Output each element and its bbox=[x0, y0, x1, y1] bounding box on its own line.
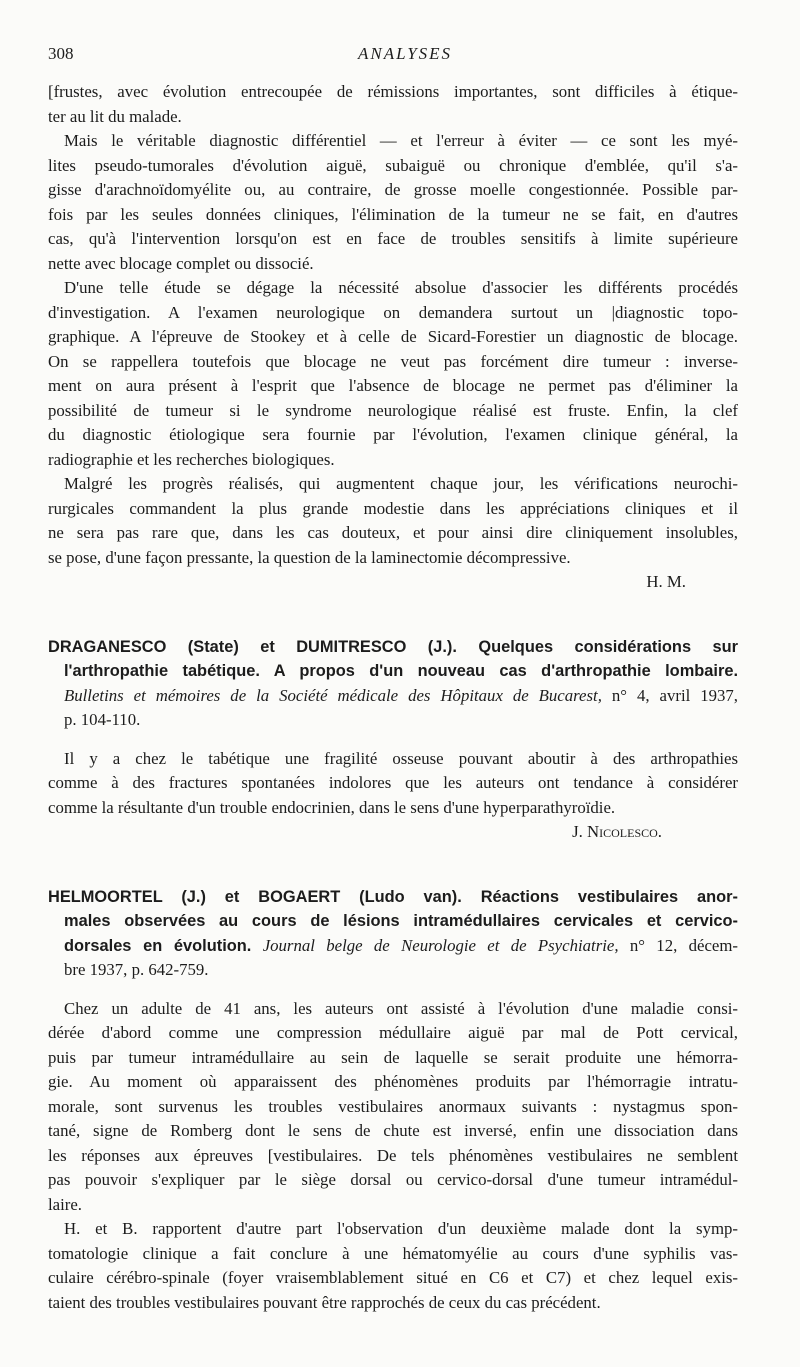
text-line: comme à des fractures spontanées indolores que les auteurs ont tendance à considérer bbox=[48, 773, 738, 792]
text-line: radiographie et les recherches biologiques. bbox=[48, 449, 335, 469]
paragraph bbox=[48, 129, 738, 276]
text-line: tané, signe de Romberg dont le sens de chute est inversé, enfin une dissociation dans bbox=[48, 1121, 738, 1140]
text-line: Il y a chez le tabétique une fragilité osseuse pouvant aboutir à des arthropathies bbox=[64, 748, 738, 768]
paragraph bbox=[48, 472, 738, 570]
text-line: Malgré les progrès réalisés, qui augmentent chaque jour, les vérifications neurochi- bbox=[64, 474, 738, 493]
text-line: ment on aura présent à l'esprit que l'absence de blocage ne permet pas d'éliminer la bbox=[48, 376, 738, 395]
text-line: nette avec blocage complet ou dissocié. bbox=[48, 253, 314, 273]
text-line: ne sera pas rare que, dans les cas douteux, et pour ainsi dire cliniquement insolubles, bbox=[48, 523, 738, 542]
heading-line bbox=[48, 885, 738, 910]
review-entry bbox=[48, 635, 738, 845]
reviewer-signature: H. M. bbox=[646, 572, 686, 591]
paragraph bbox=[48, 1217, 738, 1315]
text-line: D'une telle étude se dégage la nécessité absolue d'associer les différents procédés bbox=[64, 278, 738, 297]
citation-journal: Journal belge de Neurologie et de Psychiatrie, bbox=[262, 935, 619, 955]
text-line: gisse d'arachnoïdomyélite ou, au contraire, de grosse moelle congestionnée. Possible par- bbox=[48, 180, 738, 199]
text-line: comme la résultante d'un trouble endocrinien, dans le sens d'une hyperparathyroïdie. bbox=[48, 797, 616, 817]
text-line: taient des troubles vestibulaires pouvant être rapprochés de ceux du cas précédent. bbox=[48, 1292, 601, 1312]
text-line: du diagnostic étiologique sera fournie par l'évolution, l'examen clinique général, la bbox=[48, 425, 738, 444]
text-line: dérée d'abord comme une compression médullaire aiguë par mal de Pott cervical, bbox=[48, 1023, 738, 1042]
entry-authors: DRAGANESCO (State) et DUMITRESCO (J.). bbox=[48, 637, 457, 656]
entry-heading bbox=[48, 635, 738, 684]
citation-pages: bre 1937, p. 642-759. bbox=[64, 960, 209, 979]
text-line: pas pouvoir s'expliquer par le siège dorsal ou cervico-dorsal d'une tumeur intramédul- bbox=[48, 1170, 738, 1189]
citation-line bbox=[64, 934, 738, 959]
citation-journal: Bulletins et mémoires de la Société médicale des Hôpitaux de Bucarest, bbox=[64, 685, 602, 705]
text-line: lites pseudo-tumorales d'évolution aiguë, subaiguë ou chronique d'emblée, qu'il s'a- bbox=[48, 155, 738, 175]
entry-title: Quelques considérations sur bbox=[478, 637, 738, 656]
entry-title: Réactions vestibulaires anor- bbox=[480, 887, 739, 906]
text-line: fois par les seules données cliniques, l'élimination de la tumeur ne se fait, en d'autres bbox=[48, 204, 738, 224]
text-line: puis par tumeur intramédullaire au sein de laquelle se serait produite une hémorra- bbox=[48, 1047, 738, 1067]
text-line: H. et B. rapportent d'autre part l'observation d'un deuxième malade dont la symp- bbox=[64, 1219, 738, 1238]
citation-line bbox=[64, 684, 738, 709]
entry-authors: HELMOORTEL (J.) et BOGAERT (Ludo van). bbox=[48, 887, 462, 906]
entry-citation bbox=[48, 934, 738, 983]
reviewer-signature: J. Nicolesco. bbox=[572, 822, 662, 841]
paragraph bbox=[48, 997, 738, 1218]
page-number: 308 bbox=[48, 44, 74, 63]
paragraph bbox=[48, 747, 738, 821]
text-line: rurgicales commandent la plus grande modestie dans les appréciations cliniques et il bbox=[48, 498, 738, 518]
text-line: [frustes, avec évolution entrecoupée de rémissions importantes, sont difficiles à étique- bbox=[48, 82, 738, 101]
text-line: graphique. A l'épreuve de Stookey et à celle de Sicard-Forestier un diagnostic de blocage. bbox=[48, 327, 738, 346]
text-line: se pose, d'une façon pressante, la question de la laminectomie décompressive. bbox=[48, 547, 571, 567]
entry-title-end: dorsales en évolution. bbox=[64, 936, 252, 955]
review-continuation bbox=[48, 80, 738, 595]
text-line: cas, qu'à l'intervention lorsqu'on est en face de troubles sensitifs à limite supérieure bbox=[48, 229, 738, 248]
text-line: tomatologie clinique a fait conclure à une hématomyélie au cours d'une syphilis vas- bbox=[48, 1243, 738, 1263]
page-header bbox=[48, 44, 762, 72]
citation-issue: n° 4, avril 1937, bbox=[611, 685, 738, 705]
review-entry bbox=[48, 885, 738, 1316]
entry-title-cont: males observées au cours de lésions intramédullaires cervicales et cervico- bbox=[64, 912, 738, 930]
text-line: les réponses aux épreuves [vestibulaires. De tels phénomènes vestibulaires ne semblent bbox=[48, 1145, 738, 1165]
citation-pages: p. 104-110. bbox=[64, 710, 141, 729]
text-line: ter au lit du malade. bbox=[48, 106, 182, 126]
text-line: possibilité de tumeur si le syndrome neurologique réalisé est fruste. Enfin, la clef bbox=[48, 400, 738, 420]
running-title: ANALYSES bbox=[357, 44, 453, 63]
entry-heading bbox=[48, 885, 738, 934]
entry-title-cont: l'arthropathie tabétique. A propos d'un nouveau cas d'arthropathie lombaire. bbox=[64, 662, 738, 680]
page-body bbox=[48, 80, 738, 1315]
text-line: d'investigation. A l'examen neurologique on demandera surtout un |diagnostic topo- bbox=[48, 302, 738, 322]
text-line: morale, sont survenus les troubles vestibulaires anormaux suivants : nystagmus spon- bbox=[48, 1096, 738, 1116]
entry-citation bbox=[48, 684, 738, 733]
text-line: On se rappellera toutefois que blocage ne veut pas forcément dire tumeur : inverse- bbox=[48, 351, 738, 371]
text-line: Chez un adulte de 41 ans, les auteurs ont assisté à l'évolution d'une maladie consi- bbox=[64, 998, 738, 1018]
text-line: Mais le véritable diagnostic différentiel — et l'erreur à éviter — ce sont les myé- bbox=[64, 131, 738, 150]
heading-line bbox=[48, 635, 738, 660]
citation-issue: n° 12, décem- bbox=[629, 935, 738, 955]
paragraph bbox=[48, 276, 738, 472]
text-line: laire. bbox=[48, 1194, 83, 1214]
text-line: culaire cérébro-spinale (foyer vraisemblablement situé en C6 et C7) et chez lequel exis- bbox=[48, 1268, 738, 1287]
paragraph bbox=[48, 80, 738, 129]
text-line: gie. Au moment où apparaissent des phénomènes produits par l'hémorragie intratu- bbox=[48, 1072, 738, 1091]
